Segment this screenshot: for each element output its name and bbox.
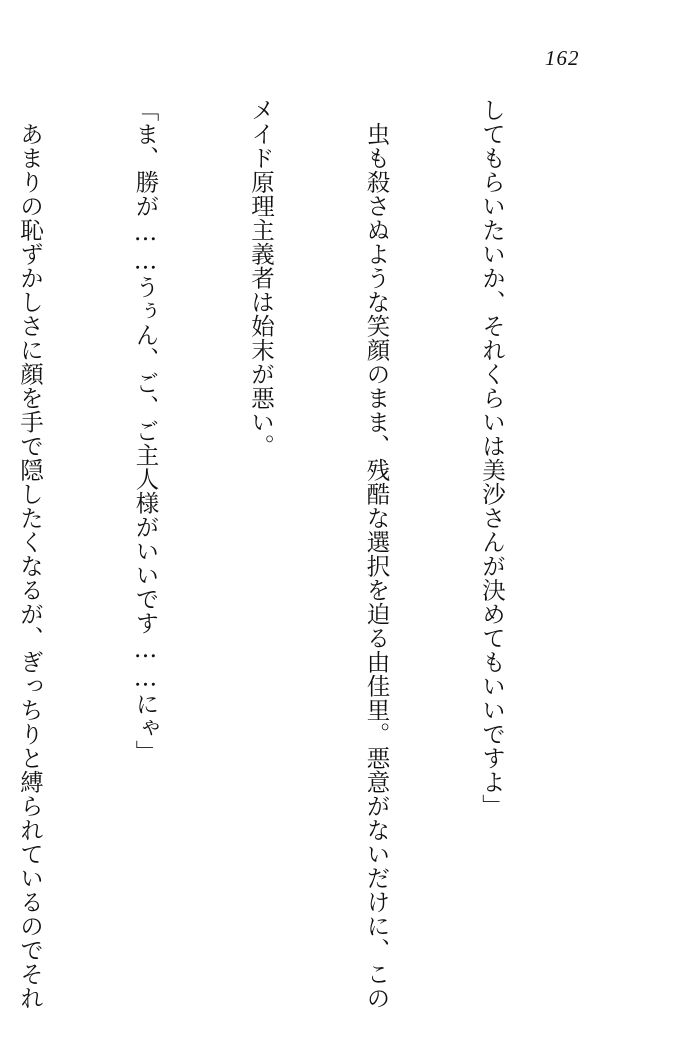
text-line: 「ま、勝が……うぅん、ご、ご主人様がいいです……にゃ」 — [131, 98, 160, 764]
text-line: 虫も殺さぬような笑顔のまま、残酷な選択を迫る由佳里。悪意がないだけに、この — [362, 98, 391, 1010]
vertical-text-block — [0, 98, 588, 1010]
page-number: 162 — [545, 46, 580, 70]
text-line: あまりの恥ずかしさに顔を手で隠したくなるが、ぎっちりと縛られているのでそれ — [16, 98, 44, 1010]
text-line: メイド原理主義者は始末が悪い。 — [247, 98, 275, 458]
text-line: してもらいたいか、それくらいは美沙さんが決めてもいいですよ」 — [478, 98, 506, 818]
